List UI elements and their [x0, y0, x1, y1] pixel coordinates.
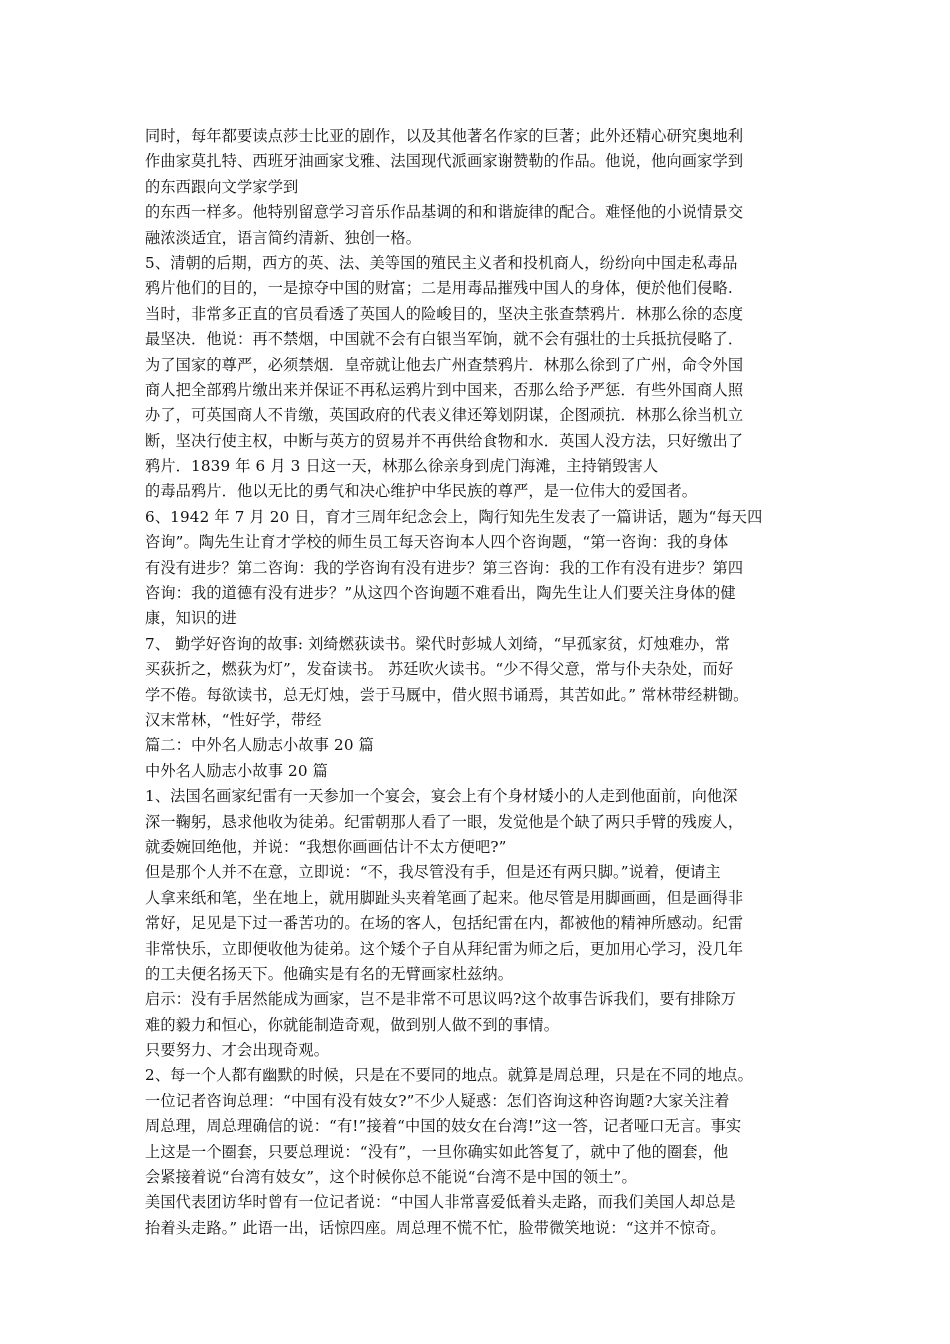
text-line: 最坚决．他说：再不禁烟，中国就不会有白银当军饷，就不会有强壮的士兵抵抗侵略了． — [145, 330, 744, 349]
text-line: 的工夫便名扬天下。他确实是有名的无臂画家杜兹纳。 — [145, 964, 514, 983]
text-line: 的毒品鸦片．他以无比的勇气和决心维护中华民族的尊严，是一位伟大的爱国者。 — [145, 482, 698, 501]
text-line: 美国代表团访华时曾有一位记者说：“中国人非常喜爱低着头走路，而我们美国人却总是 — [145, 1193, 736, 1212]
text-line: 作曲家莫扎特、西班牙油画家戈雅、法国现代派画家谢赞勒的作品。他说，他向画家学到 — [145, 152, 744, 171]
text-line: 篇二：中外名人励志小故事 20 篇 — [145, 736, 374, 755]
text-line: 商人把全部鸦片缴出来并保证不再私运鸦片到中国来，否那么给予严惩．有些外国商人照 — [145, 380, 744, 399]
text-line: 同时，每年都要读点莎士比亚的剧作，以及其他著名作家的巨著；此外还精心研究奥地利 — [145, 127, 744, 145]
text-line: 上这是一个圈套，只要总理说：“没有”，一旦你确实如此答复了，就中了他的圈套，他 — [145, 1142, 729, 1161]
text-line: 深一鞠躬，恳求他收为徒弟。纪雷朝那人看了一眼，发觉他是个缺了两只手臂的残废人， — [145, 812, 744, 831]
text-line: 6、1942 年 7 月 20 日，育才三周年纪念会上，陶行知先生发表了一篇讲话，题为“每天四 — [145, 507, 763, 526]
text-line: 咨询：我的道德有没有进步？”从这四个咨询题不难看出，陶先生让人们要关注身体的健 — [145, 584, 736, 603]
text-line: 启示：没有手居然能成为画家，岂不是非常不可思议吗?这个故事告诉我们，要有排除万 — [145, 990, 737, 1009]
text-line: 非常快乐，立即便收他为徒弟。这个矮个子自从拜纪雷为师之后，更加用心学习，没几年 — [145, 939, 744, 958]
text-line: 融浓淡适宜，语言简约清新、独创一格。 — [145, 228, 422, 247]
text-line: 办了，可英国商人不肯缴，英国政府的代表义律还筹划阴谋，企图顽抗．林那么徐当机立 — [145, 406, 744, 425]
text-line: 的东西一样多。他特别留意学习音乐作品基调的和和谐旋律的配合。难怪他的小说情景交 — [145, 203, 744, 222]
text-line: 当时，非常多正直的官员看透了英国人的险峻目的，坚决主张查禁鸦片．林那么徐的态度 — [145, 304, 744, 323]
text-line: 周总理，周总理确信的说：“有!”接着“中国的妓女在台湾!”这一答，记者哑口无言。事实 — [145, 1117, 742, 1136]
text-line: 为了国家的尊严，必须禁烟．皇帝就让他去广州查禁鸦片．林那么徐到了广州，命令外国 — [145, 355, 744, 374]
text-line: 鸦片他们的目的，一是掠夺中国的财富；二是用毒品摧残中国人的身体，便於他们侵略. — [145, 279, 733, 298]
text-line: 咨询”。陶先生让育才学校的师生员工每天咨询本人四个咨询题，“第一咨询：我的身体 — [145, 533, 729, 552]
text-line: 一位记者咨询总理：“中国有没有妓女?”不少人疑惑：怎们咨询这种咨询题?大家关注着 — [145, 1091, 730, 1110]
text-line: 常好，足见是下过一番苦功的。在场的客人，包括纪雷在内，都被他的精神所感动。纪雷 — [145, 914, 744, 933]
document-body — [145, 124, 820, 1241]
text-line: 中外名人励志小故事 20 篇 — [145, 761, 328, 780]
text-line: 会紧接着说“台湾有妓女”，这个时候你总不能说“台湾不是中国的领土”。 — [145, 1168, 637, 1187]
text-line: 抬着头走路。” 此语一出，话惊四座。周总理不慌不忙，脸带微笑地说：“这并不惊奇。 — [145, 1218, 726, 1237]
text-line: 断，坚决行使主权，中断与英方的贸易并不再供给食物和水．英国人没方法，只好缴出了 — [145, 431, 744, 450]
text-line: 但是那个人并不在意，立即说：“不，我尽管没有手，但是还有两只脚。”说着，便请主 — [145, 863, 721, 882]
text-line: 2、每一个人都有幽默的时候，只是在不要同的地点。就算是周总理，只是在不同的地点。 — [145, 1066, 753, 1085]
text-line: 汉末常林，“性好学，带经 — [145, 710, 322, 729]
text-line: 难的毅力和恒心，你就能制造奇观，做到别人做不到的事情。 — [145, 1015, 560, 1034]
text-line: 5、清朝的后期，西方的英、法、美等国的殖民主义者和投机商人，纷纷向中国走私毒品 — [145, 253, 738, 272]
text-line: 7、 勤学好咨询的故事: 刘绮燃荻读书。梁代时彭城人刘绮，“早孤家贫，灯烛难办，常 — [145, 634, 731, 653]
text-line: 就委婉回绝他，并说：“我想你画画估计不太方便吧?” — [145, 837, 507, 856]
text-line: 买荻折之，燃荻为灯”，发奋读书。 苏廷吹火读书。“少不得父意，常与仆夫杂处，而好 — [145, 660, 734, 679]
text-line: 的东西跟向文学家学到 — [145, 177, 299, 196]
text-line: 学不倦。每欲读书，总无灯烛，尝于马厩中，借火照书诵焉，其苦如此。” 常林带经耕锄。 — [145, 685, 749, 704]
text-line: 康，知识的进 — [145, 609, 238, 628]
text-line: 人拿来纸和笔，坐在地上，就用脚趾头夹着笔画了起来。他尽管是用脚画画，但是画得非 — [145, 888, 744, 907]
text-line: 有没有进步？第二咨询：我的学咨询有没有进步？第三咨询：我的工作有没有进步？第四 — [145, 558, 744, 577]
text-line: 1、法国名画家纪雷有一天参加一个宴会，宴会上有个身材矮小的人走到他面前，向他深 — [145, 787, 738, 806]
text-line: 只要努力、才会出现奇观。 — [145, 1041, 330, 1060]
text-line: 鸦片．1839 年 6 月 3 日这一天，林那么徐亲身到虎门海滩，主持销毁害人 — [145, 457, 659, 476]
